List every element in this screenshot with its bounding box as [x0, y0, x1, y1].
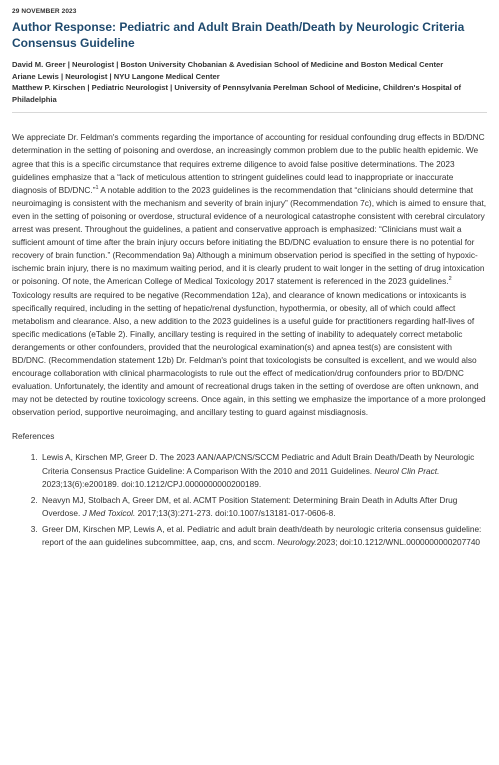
body-text: A notable addition to the 2023 guidelines is the recommendation that “clinicians should determine that neuroimaging is consistent with the mechanism and severity of brain injury” (Recommendation 7c), which is aimed to ensure that, even in the setting of poisoning or overdose, structural evidence of a neurological catastrophe consistent with cerebral circulatory arrest was present. Throughout the guidelines, a patient and conservative approach is emphasized: “Clinicians must wait a sufficient amount of time after the brain injury occurs before initiating the BD/DNC evaluation to ensure there is no potential for recovery of brain function.” (Recommendation 9a) Although a minimum observation period is specified in the setting of hypoxic-ischemic brain injury, there is no maximum waiting period, and it is clearly prudent to wait longer in the setting of drug intoxication or poisoning. Of note, the American College of Medical Toxicology 2017 statement is referenced in the 2023 guidelines. — [12, 184, 487, 287]
author-name[interactable]: Ariane Lewis — [12, 71, 59, 81]
author-role: Neurologist — [71, 60, 115, 69]
reference-text: Lewis A, Kirschen MP, Greer D. The 2023 AAN/AAP/CNS/SCCM Pediatric and Adult Brain Death/Death by Neurologic Criteria Consensus Practice Guideline: A Comparison With the 2010 and 2011 Guidelines. — [42, 452, 475, 476]
author-separator: | — [168, 83, 175, 93]
reference-list — [12, 451, 487, 549]
author-entry — [12, 82, 487, 105]
author-role: Pediatric Neurologist — [91, 83, 169, 93]
reference-doi: 2017;13(3):271-273. doi:10.1007/s13181-017-0606-8. — [135, 507, 336, 518]
reference-doi: 2023;13(6):e200189. doi:10.1212/CPJ.0000000000200189. — [42, 478, 262, 489]
references-heading: References — [12, 431, 55, 442]
author-role: Neurologist — [65, 71, 108, 81]
reference-text: Neavyn MJ, Stolbach A, Greer DM, et al. ACMT Position Statement: Determining Brain Death in Adults After Drug Overdose. — [42, 494, 458, 518]
author-affiliation: NYU Langone Medical Center — [113, 71, 220, 81]
reference-doi: 2023; doi:10.1212/WNL.0000000000207740 — [316, 537, 481, 547]
article-title: Author Response: Pediatric and Adult Brain Death/Death by Neurologic Criteria Consensus Guideline — [12, 20, 465, 50]
reference-journal: Neurology. — [277, 537, 317, 547]
reference-text: Greer DM, Kirschen MP, Lewis A, et al. Pediatric and adult brain death/death by neurologic criteria consensus guideline: report of the aan guidelines subcommittee, aap, cns, and sccm. — [42, 523, 482, 547]
reference-journal: J Med Toxicol. — [82, 507, 136, 518]
author-affiliation: Boston University Chobanian & Avedisian School of Medicine and Boston Medical Center — [120, 60, 444, 69]
publication-date: 29 NOVEMBER 2023 — [12, 8, 77, 15]
citation-link[interactable]: 2 — [448, 276, 452, 283]
author-separator: | — [85, 83, 92, 93]
author-affiliation: University of Pennsylvania Perelman School of Medicine, Children's Hospital of Philadelphia — [12, 83, 462, 104]
author-list — [12, 59, 487, 105]
header-divider — [12, 112, 487, 113]
reference-journal: Neurol Clin Pract. — [374, 465, 440, 476]
article-body — [12, 131, 487, 419]
reference-item[interactable] — [40, 451, 487, 490]
author-separator: | — [107, 71, 114, 81]
author-separator: | — [58, 71, 66, 81]
author-separator: | — [65, 60, 72, 69]
body-text: We appreciate Dr. Feldman's comments regarding the importance of accounting for residual confounding drug effects in BD/DNC determination in the setting of poisoning and overdose, an increasingly common problem due to the public health epidemic. We agree that this is a specific circumstance that requires extreme diligence to avoid false positive determinations. The 2023 guidelines emphasize that a “lack of meticulous attention to stringent guidelines could lead to inappropriate or inaccurate diagnosis of BD/DNC.” — [12, 132, 485, 195]
author-separator: | — [114, 60, 121, 69]
reference-item[interactable] — [40, 494, 487, 520]
citation-link[interactable]: 1 — [95, 184, 99, 191]
body-text: Toxicology results are required to be negative (Recommendation 12a), and clearance of known medications or intoxicants is specifically required, including in the setting of hepatic/renal dysfunction, hypothermia, or obesity, all of which could affect metabolism and clearance. Also, a new addition to the 2023 guidelines is a useful guide for practitioners regarding half-lives of specific medications (eTable 2). Finally, ancillary testing is required in the setting of inability to adequately correct metabolic derangements or other confounders, provided that the neurological examination(s) and apnea test(s) are consistent with BD/DNC. (Recommendation statement 12b) Dr. Feldman's point that toxicologists be consulted is excellent, and we would also encourage collaboration with clinical pharmacologists to rule out the effect of medication/drug confounders prior to BD/DNC evaluation. Unfortunately, the identity and amount of recreational drugs taken in the setting of overdose are often unknown, and may not be detected by routine toxicology screens. Once again, in this setting we emphasize the importance of a more prolonged observation period, supportive neuroimaging, and ancillary testing to guard against misdiagnosis. — [12, 289, 486, 418]
author-name[interactable]: David M. Greer — [12, 60, 66, 69]
reference-item[interactable] — [40, 523, 487, 549]
author-entry — [12, 59, 487, 71]
author-name[interactable]: Matthew P. Kirschen — [12, 83, 86, 93]
author-entry — [12, 71, 487, 83]
